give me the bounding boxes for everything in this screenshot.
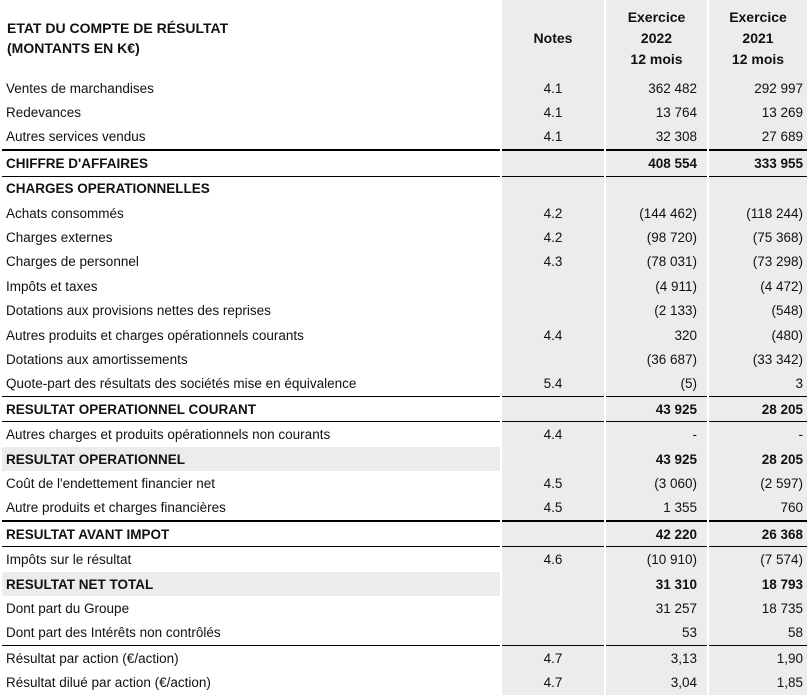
table-row xyxy=(2,596,807,620)
row-label: CHARGES OPERATIONNELLES xyxy=(2,176,501,201)
table-row-subtotal xyxy=(2,397,807,422)
table-header-row xyxy=(2,0,807,76)
row-value-2021: 28 205 xyxy=(708,397,807,422)
row-label: Dont part du Groupe xyxy=(6,600,130,616)
table-row-subtotal xyxy=(2,150,807,176)
row-value-2021: (548) xyxy=(708,299,807,323)
row-value-2022: 32 308 xyxy=(605,125,708,150)
notes-column-header: Notes xyxy=(501,0,605,76)
table-row xyxy=(2,299,807,323)
row-value-2021 xyxy=(708,176,807,201)
table-row xyxy=(2,76,807,100)
row-label: RESULTAT OPERATIONNEL COURANT xyxy=(2,397,501,422)
row-value-2022: 362 482 xyxy=(605,76,708,100)
row-value-2021: (73 298) xyxy=(708,250,807,274)
table-title-line2: (MONTANTS EN K€) xyxy=(7,40,140,56)
row-value-2022: (3 060) xyxy=(605,471,708,495)
table-row xyxy=(2,250,807,274)
row-value-2021: (33 342) xyxy=(708,347,807,371)
row-value-2022: 31 310 xyxy=(605,572,708,596)
table-title xyxy=(2,0,501,76)
table-row-total xyxy=(2,572,807,596)
row-note: 4.1 xyxy=(501,100,605,124)
row-note: 4.2 xyxy=(501,201,605,225)
row-label: RESULTAT NET TOTAL xyxy=(2,572,501,596)
row-value-2021: 13 269 xyxy=(708,100,807,124)
row-label: Résultat par action (€/action) xyxy=(2,645,501,670)
row-value-2022: (78 031) xyxy=(605,250,708,274)
row-value-2022: 408 554 xyxy=(605,150,708,176)
table-row xyxy=(2,274,807,298)
table-row xyxy=(2,125,807,150)
row-value-2022 xyxy=(605,176,708,201)
row-label: RESULTAT OPERATIONNEL xyxy=(2,447,501,471)
row-note xyxy=(501,274,605,298)
table-row-section xyxy=(2,176,807,201)
row-label: Impôts sur le résultat xyxy=(2,547,501,572)
row-note: 4.6 xyxy=(501,547,605,572)
column-header-2021 xyxy=(708,0,807,76)
column-header-2021-line1: Exercice xyxy=(729,8,787,25)
row-note: 4.5 xyxy=(501,496,605,521)
row-value-2021: 18 735 xyxy=(708,596,807,620)
row-value-2022: 31 257 xyxy=(605,596,708,620)
row-value-2021: (2 597) xyxy=(708,471,807,495)
row-label: Achats consommés xyxy=(6,205,124,221)
row-label: Ventes de marchandises xyxy=(6,80,154,96)
table-row xyxy=(2,471,807,495)
table-row xyxy=(2,670,807,694)
table-row xyxy=(2,422,807,447)
row-label: Coût de l'endettement financier net xyxy=(6,475,215,491)
row-value-2022: (98 720) xyxy=(605,225,708,249)
row-note xyxy=(501,572,605,596)
row-value-2022: (5) xyxy=(605,372,708,397)
table-row xyxy=(2,645,807,670)
row-value-2021: (7 574) xyxy=(708,547,807,572)
table-title-line1: ETAT DU COMPTE DE RÉSULTAT xyxy=(7,20,229,36)
row-value-2022: (2 133) xyxy=(605,299,708,323)
row-label: Autres produits et charges opérationnels courants xyxy=(6,327,304,343)
row-value-2022: 42 220 xyxy=(605,521,708,547)
row-value-2022: (144 462) xyxy=(605,201,708,225)
table-row xyxy=(2,201,807,225)
row-note: 5.4 xyxy=(501,372,605,397)
row-note xyxy=(501,521,605,547)
row-label: Redevances xyxy=(6,105,82,121)
row-label: Dotations aux amortissements xyxy=(6,351,188,367)
row-note: 4.4 xyxy=(501,422,605,447)
row-value-2021: 3 xyxy=(708,372,807,397)
row-label: Dont part des Intérêts non contrôlés xyxy=(6,625,221,641)
row-note: 4.3 xyxy=(501,250,605,274)
row-label: Résultat dilué par action (€/action) xyxy=(6,675,211,691)
table-row xyxy=(2,372,807,397)
row-value-2022: (4 911) xyxy=(605,274,708,298)
table-row-subtotal xyxy=(2,447,807,471)
row-value-2021: 58 xyxy=(708,621,807,646)
column-header-2022-line1: Exercice xyxy=(627,8,686,25)
row-label: Dotations aux provisions nettes des reprises xyxy=(6,303,271,319)
table-row xyxy=(2,547,807,572)
row-note xyxy=(501,621,605,646)
column-header-2021-line2: 2021 xyxy=(742,29,774,46)
row-value-2021: 28 205 xyxy=(708,447,807,471)
row-value-2021: 26 368 xyxy=(708,521,807,547)
row-label: Charges de personnel xyxy=(6,254,139,270)
table-row xyxy=(2,225,807,249)
column-header-2022-line2: 2022 xyxy=(640,29,673,46)
row-value-2021: 18 793 xyxy=(708,572,807,596)
row-value-2021: 292 997 xyxy=(708,76,807,100)
row-value-2022: 3,04 xyxy=(605,670,708,694)
row-value-2022: 3,13 xyxy=(605,645,708,670)
row-value-2021: (480) xyxy=(708,323,807,347)
row-note xyxy=(501,397,605,422)
row-value-2021: 333 955 xyxy=(708,150,807,176)
row-value-2022: (36 687) xyxy=(605,347,708,371)
income-statement-table xyxy=(2,0,807,695)
row-note xyxy=(501,596,605,620)
column-header-2022 xyxy=(605,0,708,76)
row-note: 4.1 xyxy=(501,76,605,100)
table-row xyxy=(2,347,807,371)
row-value-2021: (118 244) xyxy=(708,201,807,225)
row-value-2021: (4 472) xyxy=(708,274,807,298)
row-label: Quote-part des résultats des sociétés mise en équivalence xyxy=(6,376,357,392)
row-note: 4.5 xyxy=(501,471,605,495)
column-header-2022-line3: 12 mois xyxy=(630,50,683,67)
row-value-2022: 13 764 xyxy=(605,100,708,124)
row-label: Charges externes xyxy=(6,230,113,246)
row-note: 4.4 xyxy=(501,323,605,347)
table-row xyxy=(2,100,807,124)
table-row-subtotal xyxy=(2,521,807,547)
row-value-2022: 53 xyxy=(605,621,708,646)
row-value-2022: (10 910) xyxy=(605,547,708,572)
row-value-2022: 320 xyxy=(605,323,708,347)
row-value-2021: 760 xyxy=(708,496,807,521)
row-note: 4.7 xyxy=(501,645,605,670)
row-value-2022: 43 925 xyxy=(605,447,708,471)
row-label: Autre produits et charges financières xyxy=(6,500,226,516)
row-note xyxy=(501,299,605,323)
table-row xyxy=(2,496,807,521)
row-value-2022: 1 355 xyxy=(605,496,708,521)
row-value-2021: 27 689 xyxy=(708,125,807,150)
column-header-2021-line3: 12 mois xyxy=(731,50,785,67)
row-note: 4.1 xyxy=(501,125,605,150)
row-value-2022: 43 925 xyxy=(605,397,708,422)
table-body xyxy=(2,76,807,695)
row-note xyxy=(501,447,605,471)
row-value-2021: (75 368) xyxy=(708,225,807,249)
row-value-2022: - xyxy=(605,422,708,447)
row-label: Autres charges et produits opérationnels non courants xyxy=(2,422,501,447)
row-note: 4.7 xyxy=(501,670,605,694)
row-note xyxy=(501,150,605,176)
row-note xyxy=(501,347,605,371)
row-label: Autres services vendus xyxy=(6,129,146,145)
row-label: Impôts et taxes xyxy=(6,278,98,294)
row-label: CHIFFRE D'AFFAIRES xyxy=(2,150,501,176)
table-row xyxy=(2,621,807,646)
row-value-2021: 1,85 xyxy=(708,670,807,694)
row-note xyxy=(501,176,605,201)
row-value-2021: - xyxy=(708,422,807,447)
row-note: 4.2 xyxy=(501,225,605,249)
row-label: RESULTAT AVANT IMPOT xyxy=(2,521,501,547)
table-row xyxy=(2,323,807,347)
row-value-2021: 1,90 xyxy=(708,645,807,670)
